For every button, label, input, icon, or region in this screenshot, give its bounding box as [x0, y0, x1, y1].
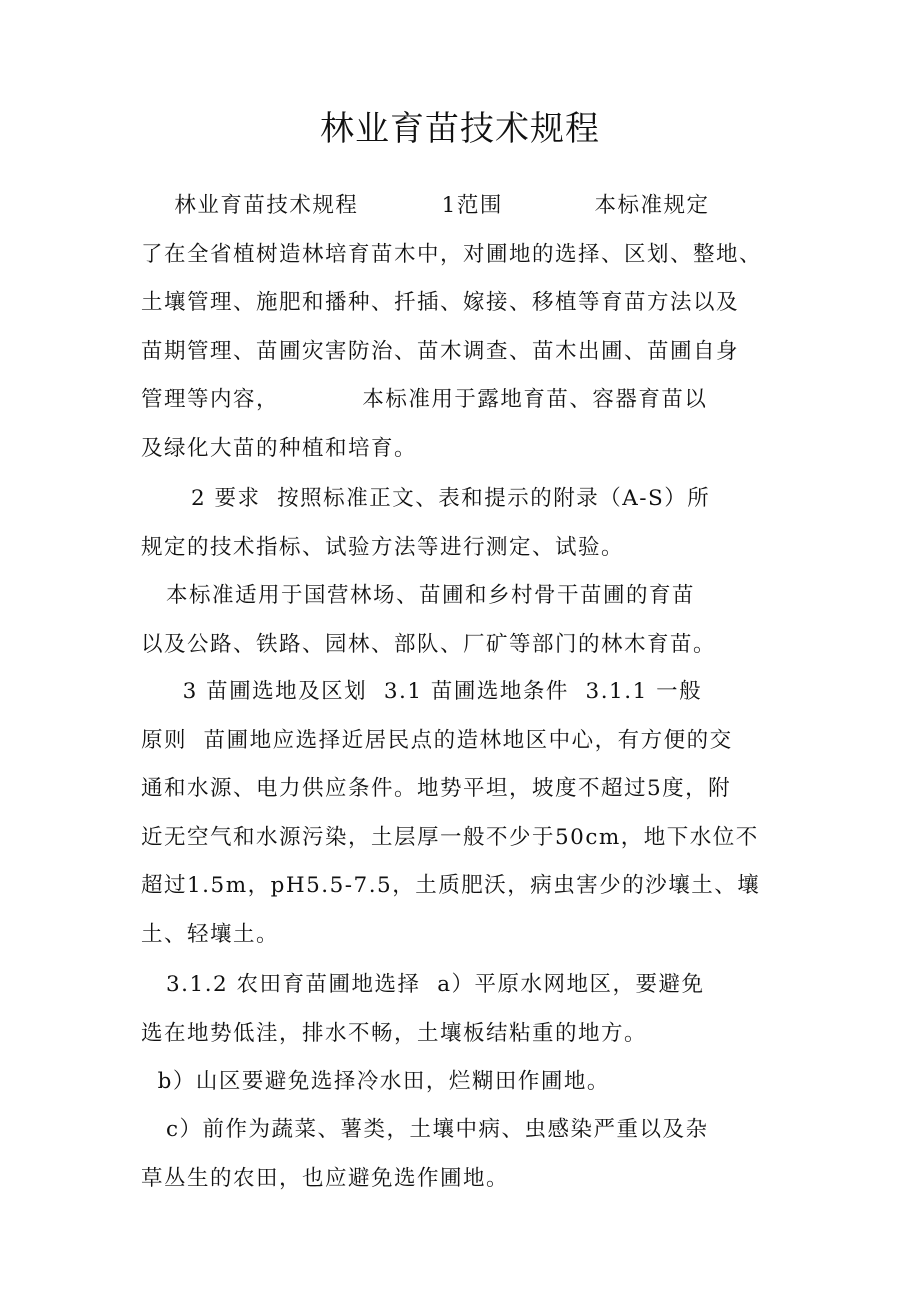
- paragraph-farmland-selection: [141, 961, 789, 1058]
- text-line: 2 要求 按照标准正文、表和提示的附录（A-S）所: [141, 486, 711, 511]
- text-line: 草丛生的农田，也应避免选作圃地。: [141, 1165, 510, 1191]
- text-line: 规定的技术指标、试验方法等进行测定、试验。: [141, 534, 625, 560]
- text-line: 管理等内容， 本标准用于露地育苗、容器育苗以: [141, 387, 708, 413]
- text-line: 通和水源、电力供应条件。地势平坦，坡度不超过5度，附: [141, 776, 732, 802]
- text-line: 土壤管理、施肥和播种、扦插、嫁接、移植等育苗方法以及: [141, 290, 740, 316]
- paragraph-applicability: [141, 572, 789, 669]
- page-title: 林业育苗技术规程: [320, 109, 600, 149]
- text-line: 了在全省植树造林培育苗木中，对圃地的选择、区划、整地、: [141, 241, 763, 267]
- paragraph-scope: [141, 182, 789, 474]
- text-line: 土、轻壤土。: [141, 921, 280, 947]
- paragraph-previous-crop: [141, 1106, 789, 1203]
- text-line: c）前作为蔬菜、薯类，土壤中病、虫感染严重以及杂: [141, 1117, 709, 1142]
- text-line: 本标准适用于国营林场、苗圃和乡村骨干苗圃的育苗: [141, 583, 696, 608]
- text-line: 原则 苗圃地应选择近居民点的造林地区中心，有方便的交: [141, 727, 733, 753]
- text-line: 近无空气和水源污染，土层厚一般不少于50cm，地下水位不: [141, 824, 759, 850]
- text-line: 苗期管理、苗圃灾害防治、苗木调查、苗木出圃、苗圃自身: [141, 338, 740, 364]
- text-line: 超过1.5m，pH5.5-7.5，土质肥沃，病虫害少的沙壤土、壤: [141, 873, 761, 899]
- text-line: 以及公路、铁路、园林、部队、厂矿等部门的林木育苗。: [141, 631, 717, 657]
- text-line: 3 苗圃选地及区划 3.1 苗圃选地条件 3.1.1 一般: [141, 679, 703, 704]
- text-line: b）山区要避免选择冷水田，烂糊田作圃地。: [141, 1069, 610, 1094]
- text-line: 选在地势低洼，排水不畅，土壤板结粘重的地方。: [141, 1020, 648, 1046]
- paragraph-site-selection: [141, 668, 789, 960]
- text-line: 及绿化大苗的种植和培育。: [141, 435, 418, 461]
- paragraph-requirements: [141, 475, 789, 572]
- text-line: 3.1.2 农田育苗圃地选择 a）平原水网地区，要避免: [141, 972, 705, 997]
- text-line: 林业育苗技术规程 1范围 本标准规定: [141, 193, 710, 218]
- paragraph-mountain-area: [141, 1058, 789, 1107]
